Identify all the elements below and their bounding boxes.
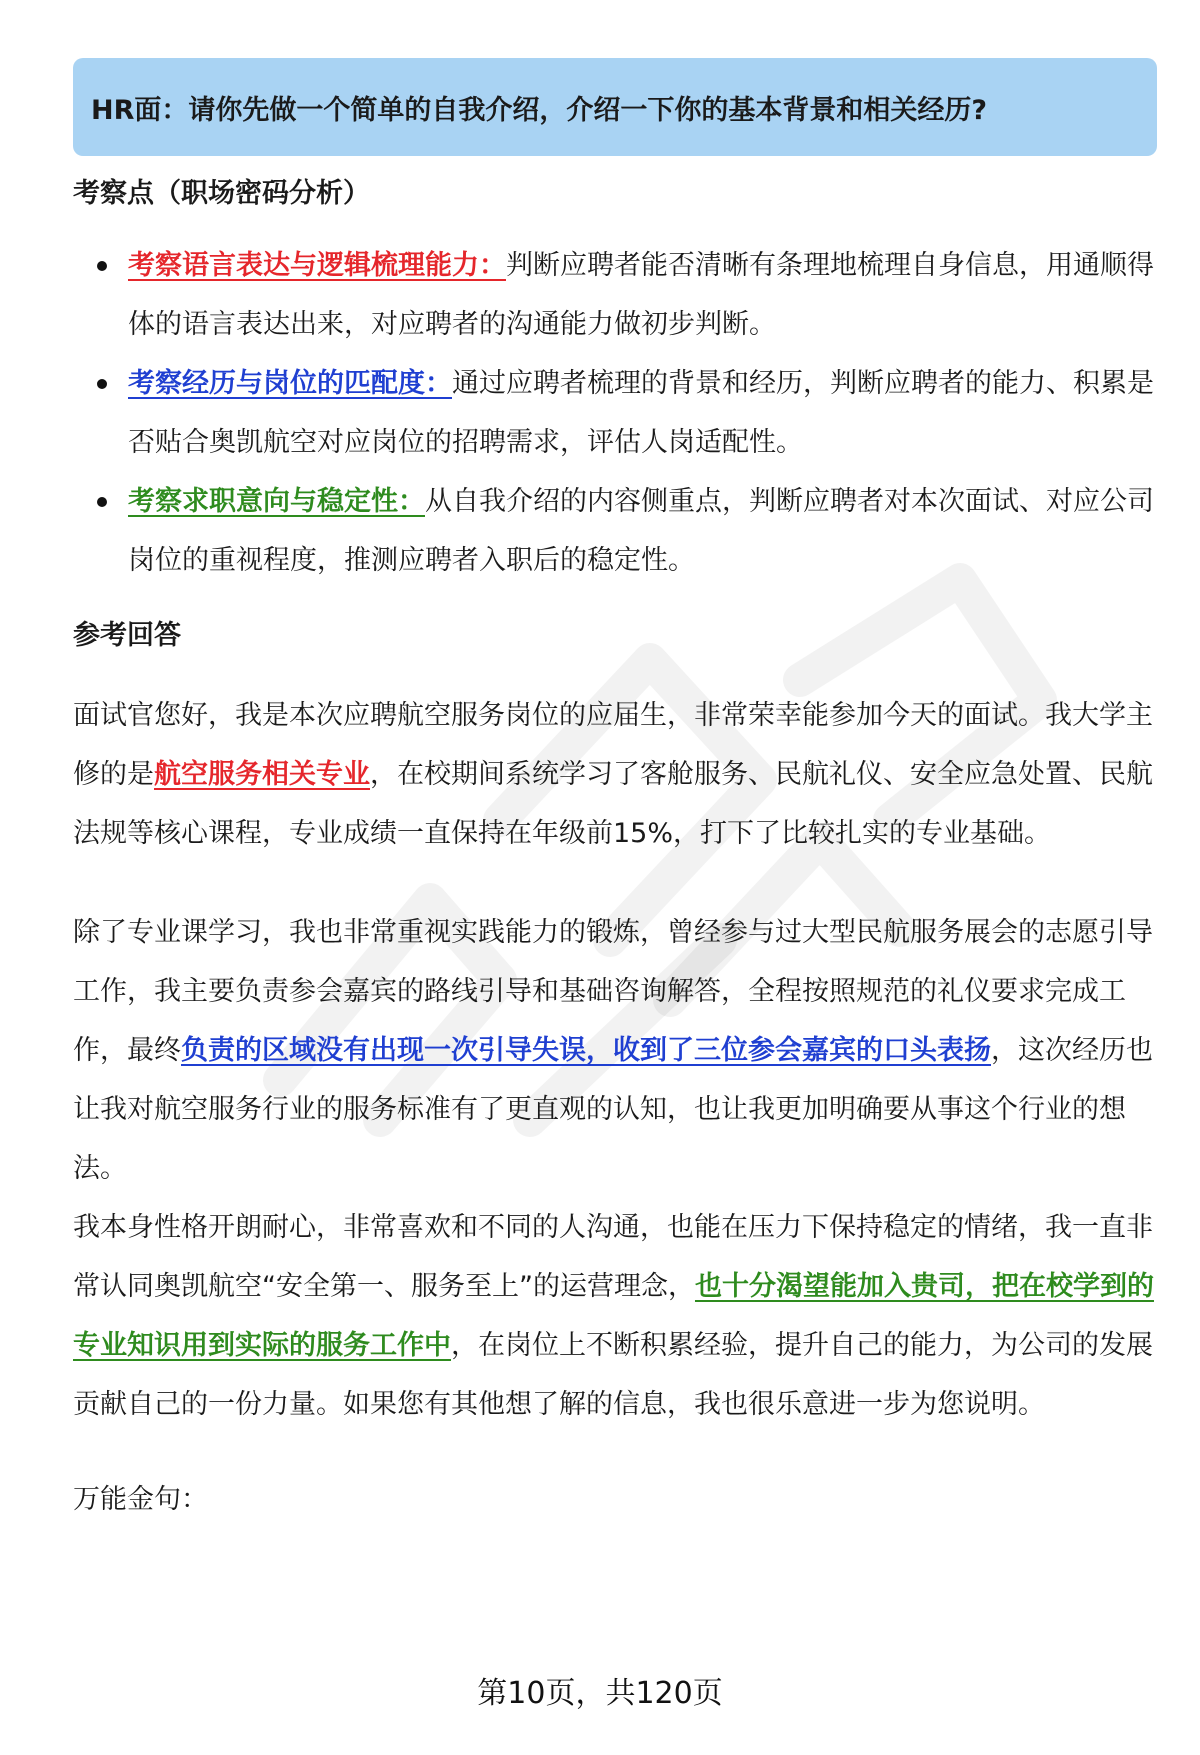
- assessment-point: [73, 354, 1157, 472]
- assessment-point-text: 判断应聘者能否清晰有条理地梳理自身信息，用通顺得体的语言表达出来，对应聘者的沟通能力做初步判断。: [128, 250, 1154, 340]
- assessment-title: 考察点（职场密码分析）: [73, 178, 370, 209]
- bullet-icon: [97, 497, 107, 507]
- assessment-point-label: 考察求职意向与稳定性：: [128, 486, 425, 517]
- assessment-point-label: 考察语言表达与逻辑梳理能力：: [128, 250, 506, 281]
- answer-text: 面试官您好，我是本次应聘航空服务岗位的应届生，非常荣幸能参加今天的面试。我大学主修的是: [73, 700, 1153, 790]
- assessment-points-list: [73, 236, 1157, 590]
- assessment-point-text: 从自我介绍的内容侧重点，判断应聘者对本次面试、对应公司岗位的重视程度，推测应聘者入职后的稳定性。: [128, 486, 1154, 576]
- assessment-point: [73, 472, 1157, 590]
- answer-text: ，在岗位上不断积累经验，提升自己的能力，为公司的发展贡献自己的一份力量。如果您有其他想了解的信息，我也很乐意进一步为您说明。: [73, 1330, 1153, 1420]
- assessment-point: [73, 236, 1157, 354]
- answer-title: 参考回答: [73, 620, 181, 651]
- answer-text: ，在校期间系统学习了客舱服务、民航礼仪、安全应急处置、民航法规等核心课程，专业成绩一直保持在年级前15%，打下了比较扎实的专业基础。: [73, 759, 1153, 849]
- assessment-point-text: 通过应聘者梳理的背景和经历，判断应聘者的能力、积累是否贴合奥凯航空对应岗位的招聘需求，评估人岗适配性。: [128, 368, 1154, 458]
- answer-text: 我本身性格开朗耐心，非常喜欢和不同的人沟通，也能在压力下保持稳定的情绪，我一直非常认同奥凯航空“安全第一、服务至上”的运营理念，: [73, 1212, 1153, 1302]
- answer-paragraph-1: [73, 686, 1157, 863]
- answer-text: 除了专业课学习，我也非常重视实践能力的锻炼，曾经参与过大型民航服务展会的志愿引导工作，我主要负责参会嘉宾的路线引导和基础咨询解答，全程按照规范的礼仪要求完成工作，最终: [73, 917, 1153, 1066]
- answer-highlight: 航空服务相关专业: [154, 759, 370, 790]
- assessment-point-label: 考察经历与岗位的匹配度：: [128, 368, 452, 399]
- page-number: 第10页，共120页: [477, 1676, 723, 1711]
- question-text: HR面：请你先做一个简单的自我介绍，介绍一下你的基本背景和相关经历?: [91, 94, 988, 126]
- golden-sentence-label: 万能金句：: [73, 1484, 208, 1515]
- answer-highlight: 也十分渴望能加入贵司，把在校学到的专业知识用到实际的服务工作中: [73, 1271, 1154, 1361]
- answer-text: ，这次经历也让我对航空服务行业的服务标准有了更直观的认知，也让我更加明确要从事这个行业的想法。: [73, 1035, 1153, 1184]
- bullet-icon: [97, 261, 107, 271]
- answer-paragraph-3: [73, 1198, 1157, 1434]
- document-page: [73, 58, 1157, 1529]
- answer-highlight: 负责的区域没有出现一次引导失误，收到了三位参会嘉宾的口头表扬: [181, 1035, 991, 1066]
- bullet-icon: [97, 379, 107, 389]
- answer-paragraph-2: [73, 903, 1157, 1198]
- question-banner: [73, 58, 1157, 156]
